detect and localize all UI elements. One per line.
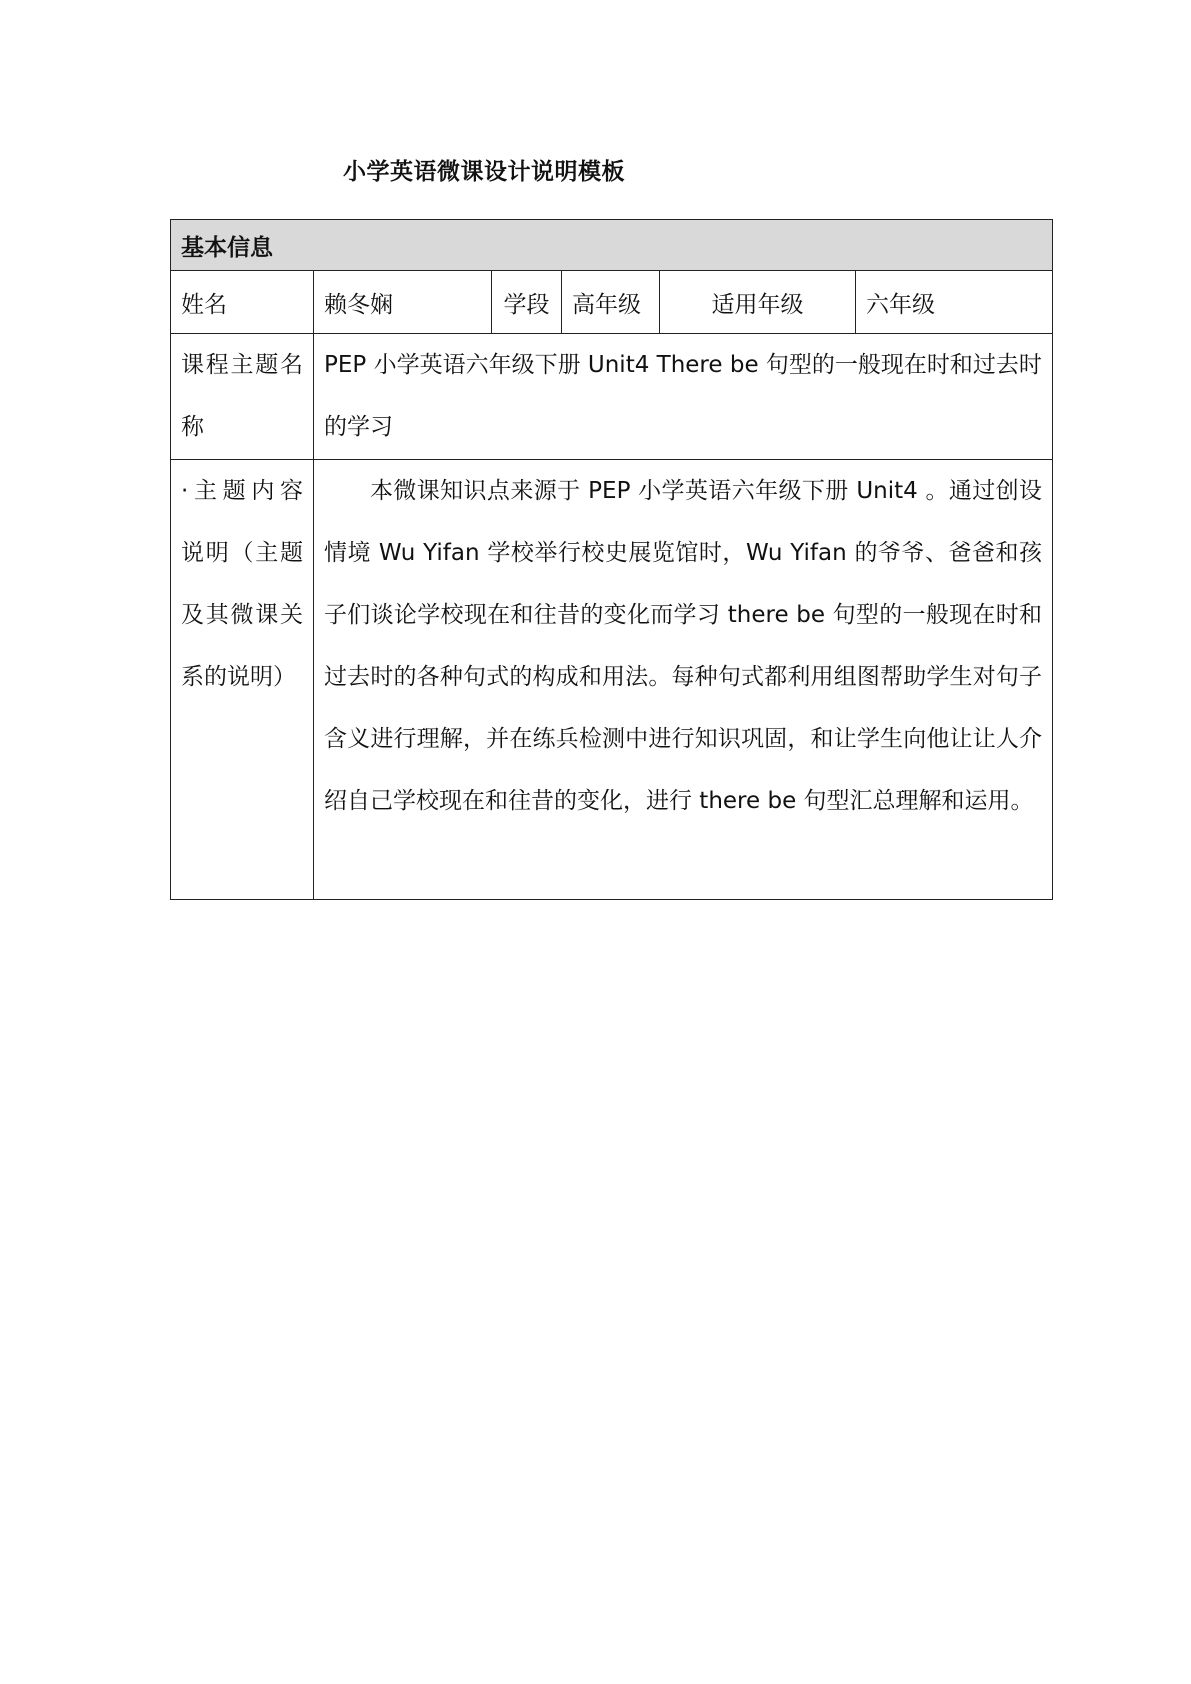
stage-label: 学段 [492,271,562,334]
grade-label: 适用年级 [660,271,856,334]
topic-label: 课程主题名称 [171,334,314,460]
description-value: 本微课知识点来源于 PEP 小学英语六年级下册 Unit4 。通过创设情境 Wu Yifan 学校举行校史展览馆时，Wu Yifan 的爷爷、爸爸和孩子们谈论学校现在和往昔的变化而学习 there be 句型的一般现在时和过去时的各种句式的构成和用法。每种句式都利用组图帮助学生对句子含义进行理解，并在练兵检测中进行知识巩固，和让学生向他让让人介绍自己学校现在和往昔的变化，进行 there be 句型汇总理解和运用。 [314,460,1053,900]
topic-value: PEP 小学英语六年级下册 Unit4 There be 句型的一般现在时和过去时的学习 [314,334,1053,460]
grade-value: 六年级 [856,271,1053,334]
basic-info-row [171,271,1053,334]
section-header: 基本信息 [171,220,1053,271]
description-row [171,460,1053,900]
name-value: 赖冬娴 [314,271,492,334]
name-label: 姓名 [171,271,314,334]
topic-row [171,334,1053,460]
stage-value: 高年级 [562,271,660,334]
basic-info-table [170,219,1053,900]
section-header-row [171,220,1053,271]
description-label: ·主题内容说明（主题及其微课关系的说明） [171,460,314,900]
document-title: 小学英语微课设计说明模板 [343,158,625,185]
